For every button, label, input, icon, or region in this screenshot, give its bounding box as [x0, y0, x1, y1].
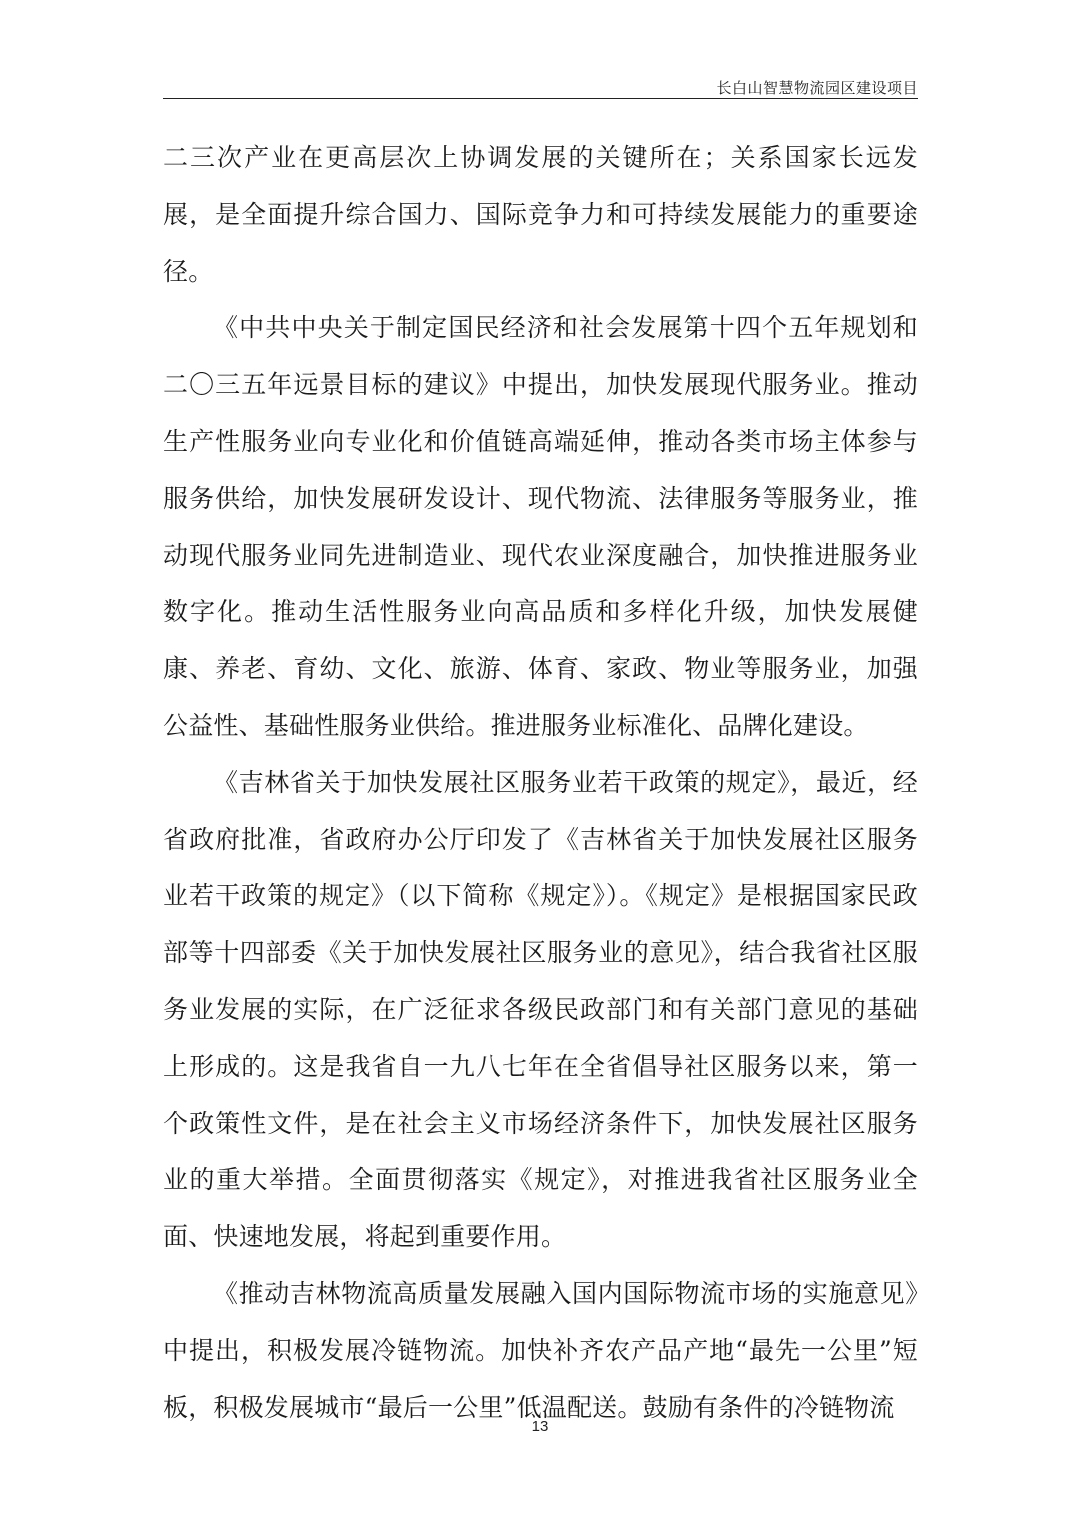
paragraph-2: 《中共中央关于制定国民经济和社会发展第十四个五年规划和二〇三五年远景目标的建议》中提出，加快发展现代服务业。推动生产性服务业向专业化和价值链高端延伸，推动各类市场主体参与服务供给，加快发展研发设计、现代物流、法律服务等服务业，推动现代服务业同先进制造业、现代农业深度融合，加快推进服务业数字化。推动生活性服务业向高品质和多样化升级，加快发展健康、养老、育幼、文化、旅游、体育、家政、物业等服务业，加强公益性、基础性服务业供给。推进服务业标准化、品牌化建设。	[163, 313, 918, 740]
paragraph-4: 《推动吉林物流高质量发展融入国内国际物流市场的实施意见》中提出，积极发展冷链物流。加快补齐农产品产地“最先一公里”短板，积极发展城市“最后一公里”低温配送。鼓励有条件的冷链物流	[163, 1278, 918, 1422]
paragraph-1: 二三次产业在更高层次上协调发展的关键所在；关系国家长远发展，是全面提升综合国力、国际竞争力和可持续发展能力的重要途径。	[163, 143, 918, 286]
page-number: 13	[531, 1418, 549, 1435]
paragraph-3: 《吉林省关于加快发展社区服务业若干政策的规定》，最近，经省政府批准，省政府办公厅印发了《吉林省关于加快发展社区服务业若干政策的规定》（以下简称《规定》）。《规定》是根据国家民政部等十四部委《关于加快发展社区服务业的意见》，结合我省社区服务业发展的实际，在广泛征求各级民政部门和有关部门意见的基础上形成的。这是我省自一九八七年在全省倡导社区服务以来，第一个政策性文件，是在社会主义市场经济条件下，加快发展社区服务业的重大举措。全面贯彻落实《规定》，对推进我省社区服务业全面、快速地发展，将起到重要作用。	[163, 767, 918, 1252]
document-body	[163, 130, 918, 1436]
page-header	[163, 78, 918, 98]
header-divider	[163, 98, 918, 99]
header-title: 长白山智慧物流园区建设项目	[716, 79, 918, 97]
